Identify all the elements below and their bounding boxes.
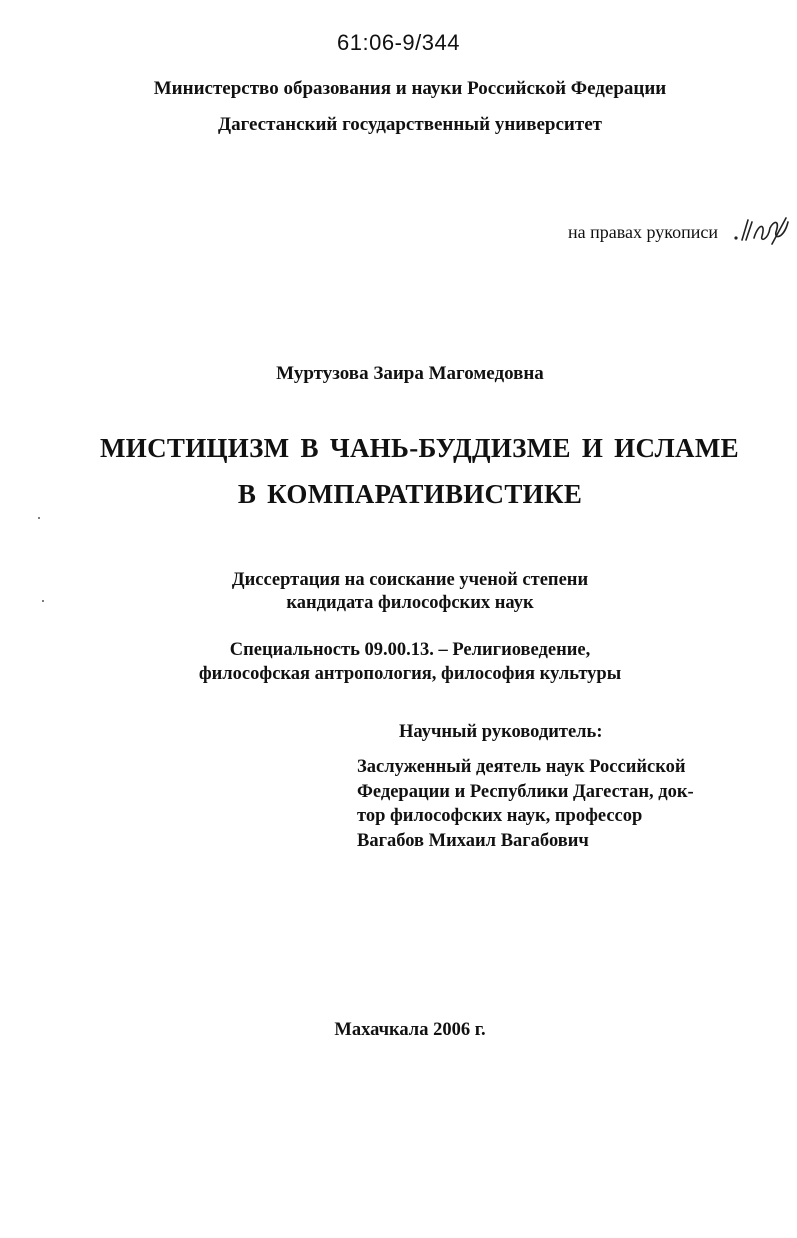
ministry-name: Министерство образования и науки Российской Федерации: [153, 78, 667, 99]
manuscript-rights-label: на правах рукописи: [568, 222, 718, 242]
archive-code: 61:06-9/344: [337, 30, 460, 55]
supervisor-line: Федерации и Республики Дагестан, док-: [357, 782, 694, 802]
thesis-title-line-1: МИСТИЦИЗМ В ЧАНЬ-БУДДИЗМЕ И ИСЛАМЕ: [100, 433, 739, 463]
handwritten-signature: [732, 214, 792, 250]
scan-speck: [38, 517, 40, 519]
specialty-line-2: философская антропология, философия культуры: [198, 664, 622, 684]
university-name: Дагестанский государственный университет: [218, 114, 602, 135]
thesis-title-line-2: В КОМПАРАТИВИСТИКЕ: [237, 479, 583, 509]
author-name: Муртузова Заира Магомедовна: [276, 363, 544, 384]
supervisor-name: Вагабов Михаил Вагабович: [357, 831, 589, 851]
degree-statement-line-1: Диссертация на соискание ученой степени: [231, 570, 589, 590]
specialty-line-1: Специальность 09.00.13. – Религиоведение,: [229, 640, 591, 660]
degree-statement-line-2: кандидата философских наук: [286, 593, 534, 613]
supervisor-line: Заслуженный деятель наук Российской: [357, 757, 686, 777]
city-year: Махачкала 2006 г.: [334, 1020, 486, 1040]
supervisor-line: тор философских наук, профессор: [357, 806, 643, 826]
scan-speck: [42, 600, 44, 602]
supervisor-label: Научный руководитель:: [399, 722, 603, 742]
